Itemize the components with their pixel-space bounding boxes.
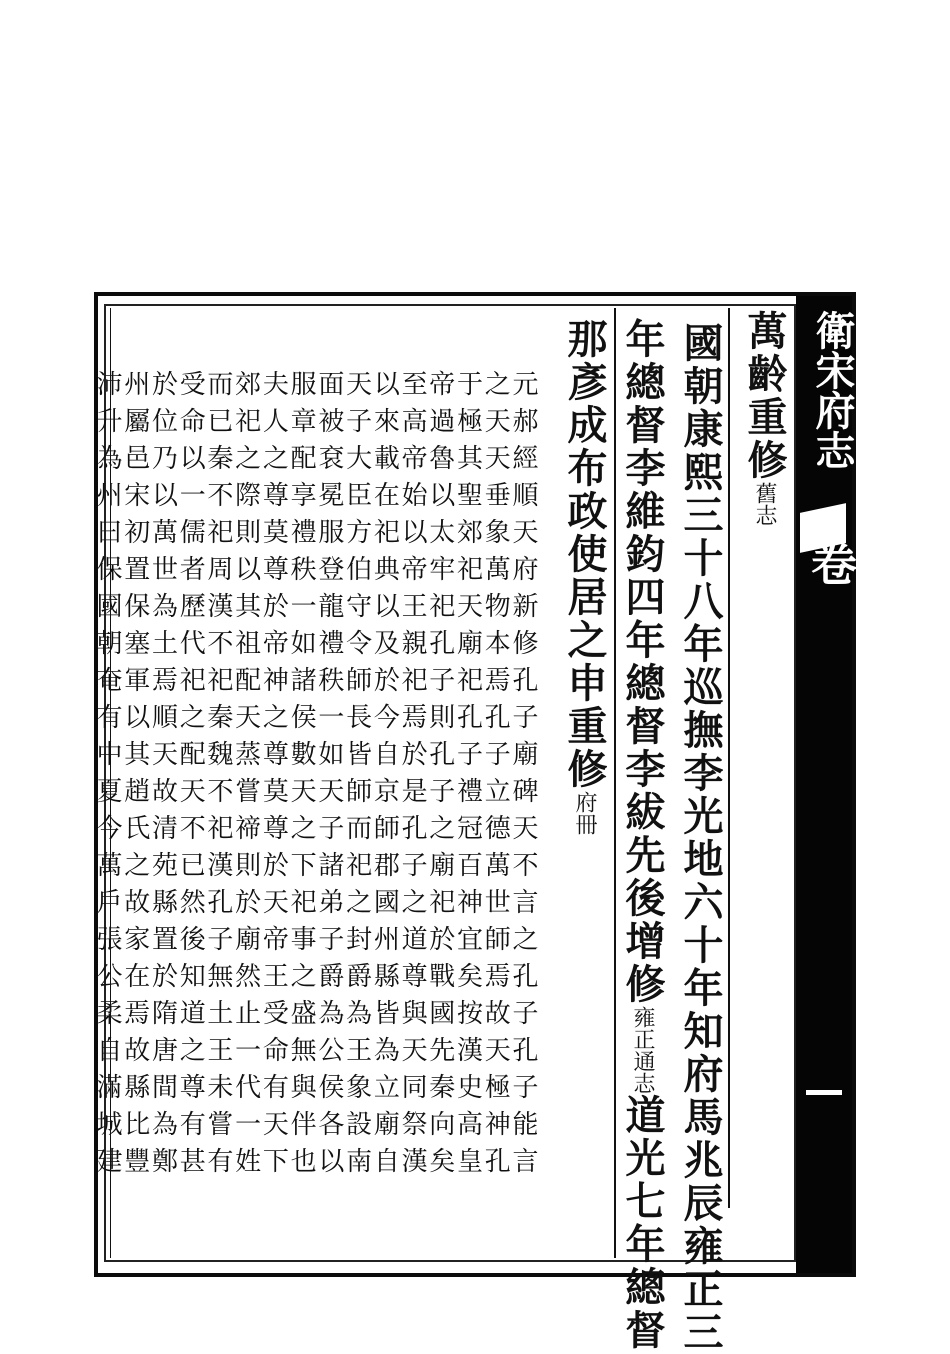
stele-line-3: 于極其聖郊祀天廟祀孔子禮冠百神宜矣按漢史高皇 xyxy=(452,370,483,1184)
record-column-1: 萬齡重修舊志 xyxy=(741,310,788,526)
stele-line-15: 州屬邑宋初置保塞軍以其趙氏之故家在焉故縣比豐 xyxy=(119,370,150,1184)
record-column-2: 國朝康熙三十八年巡撫李光地六十年知府馬兆辰雍正三 xyxy=(677,322,724,1354)
side-juan-label: 卷 xyxy=(804,540,858,586)
stele-line-1: 元郝經順天府新修孔子廟碑天不言之孔子孔子能言 xyxy=(508,370,538,1184)
stele-line-8: 面被袞冕服登龍禮秩一如天子諸弟子爵為公侯各以 xyxy=(313,370,344,1184)
stele-line-5: 至高帝始以帝王親祀焉於是孔子之道尊與天同祭漢 xyxy=(397,370,428,1184)
stele-line-14: 於位乃以萬世為土焉順天故清苑縣置於隋唐間為鄭 xyxy=(147,370,178,1184)
column-rule xyxy=(614,308,616,1258)
stele-line-13: 受命以一儒者歷代祀之配天不已然後知道之尊有甚 xyxy=(175,370,206,1184)
stele-line-7: 天子大臣方伯守令師長皆師而祀之封爵為王象設南 xyxy=(341,370,372,1184)
stele-line-2: 之天天垂象萬物本焉孔子立德萬世師焉故天極神孔 xyxy=(480,370,511,1184)
column-rule xyxy=(728,308,730,1208)
stele-line-11: 郊祀之際則以其祖配天蒸嘗禘則於廟然止一代一姓 xyxy=(230,370,261,1184)
stele-line-4: 帝過魯以太牢祀孔子則孔子之廟祀於戰國先秦向矣 xyxy=(424,370,455,1184)
stele-line-10: 夫人之尊莫尊於帝神之尊莫尊於天帝王受命有天下 xyxy=(258,370,289,1184)
folio-mark xyxy=(806,1090,842,1095)
record-column-3: 年總督李維鈞四年總督李紱先後增修雍正通志道光七年總督 xyxy=(619,318,666,1352)
stele-line-9: 服章配享禮秩一如諸侯數天之下祀事之盛無與伴也 xyxy=(286,370,317,1184)
stele-line-12: 而已秦不祀周漢不祀秦魏不祀漢孔子無土王未嘗有 xyxy=(202,370,233,1184)
stele-line-16: 沛升為州曰保國朝奄有中夏今萬戶張公柔自滿城建 xyxy=(92,370,122,1184)
side-title: 衛宋府志 xyxy=(809,310,856,470)
record-column-4: 那彥成布政使居之申重修府冊 xyxy=(561,318,608,835)
stele-line-6: 以來載在祀典以及於今自京師郡國州縣皆為立廟自 xyxy=(369,370,400,1184)
